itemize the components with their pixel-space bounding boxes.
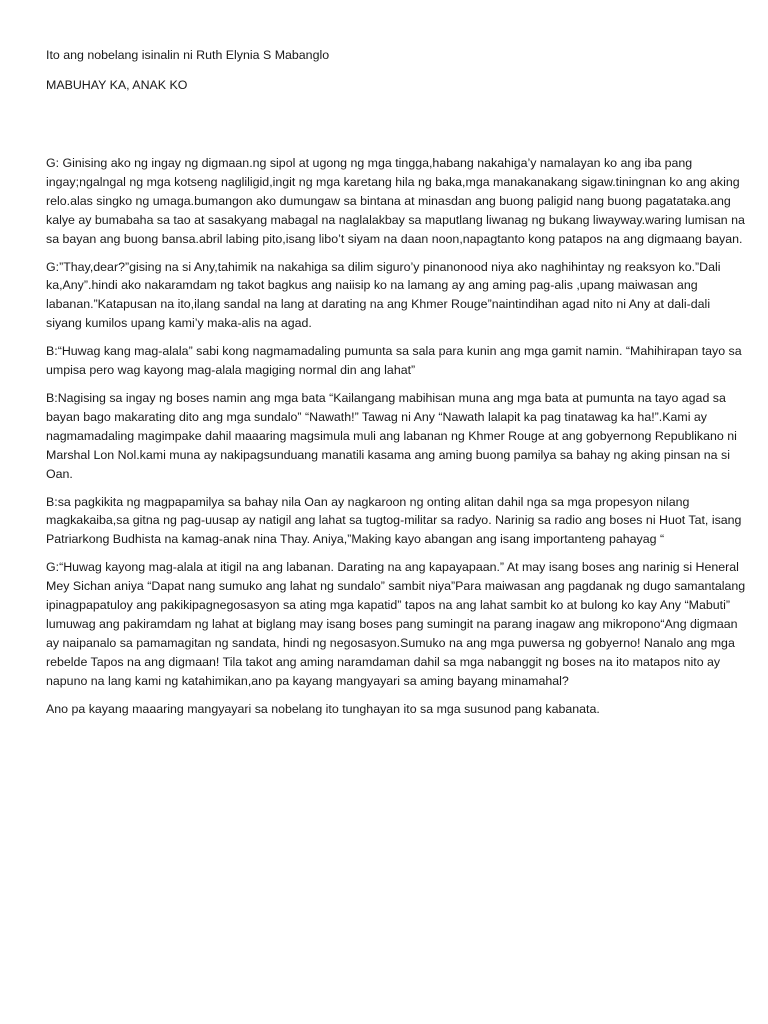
paragraph: G: Ginising ako ng ingay ng digmaan.ng sipol at ugong ng mga tingga,habang nakahiga’y namalayan ko ang iba pang ingay;ngalngal ng mga kotseng nagliligid,ingit ng mga karetang hila ng baka,mga manakanakang sigaw.tiningnan ko ang aking relo.alas singko ng umaga.bumangon ako dumungaw sa bintana at minasdan ang buong paligid nang buong pagatataka.ang kalye ay bumabaha sa tao at sasakyang mabagal na naglalakbay sa maputlang liwanag ng bukang liwayway.waring lumisan na sa bayan ang buong bansa.abril labing pito,isang libo’t siyam na daan noon,napagtanto kong patapos na ang digmaang bayan. (46, 156, 745, 246)
paragraph: B:sa pagkikita ng magpapamilya sa bahay nila Oan ay nagkaroon ng onting alitan dahil nga sa mga propesyon nilang magkakaiba,sa gitna ng pag-uusap ay natigil ang lahat sa tugtog-militar sa radyo. Narinig sa radio ang boses ni Huot Tat, isang Patriarkong Budhista na kamag-anak nina Thay. Aniya,”Making kayo abangan ang isang importanteng pahayag “ (46, 494, 742, 547)
novel-title: MABUHAY KA, ANAK KO (46, 78, 188, 92)
translator-line: Ito ang nobelang isinalin ni Ruth Elynia S Mabanglo (46, 48, 330, 62)
paragraph: G:”Thay,dear?”gising na si Any,tahimik na nakahiga sa dilim siguro’y pinanonood niya ako naghihintay ng reaksyon ko.”Dali ka,Any”.hindi ako nakaramdam ng takot bagkus ang naiisip ko na lamang ay ang aming pag-alis ,upang maiwasan ang labanan.”Katapusan na ito,ilang sandal na lang at darating na ang Khmer Rouge”naintindihan agad nito ni Any at dali-dali siyang kumilos upang kami’y maka-alis na agad. (46, 259, 721, 331)
paragraph: G:“Huwag kayong mag-alala at itigil na ang labanan. Darating na ang kapayapaan.” At may isang boses ang narinig si Heneral Mey Sichan aniya “Dapat nang sumuko ang lahat ng sundalo” sambit niya”Para maiwasan ang pagdanak ng dugo samantalang ipinagpapatuloy ang pakikipagnegosasyon sa ating mga kapatid” tapos na ang lahat sambit ko at bulong ko kay Any “Mabuti” lumuwag ang pakiramdam ng lahat at biglang may isang boses pang sumingit na parang inagaw ang mikropono“Ang digmaan ay naipanalo sa pamamagitan ng sandata, hindi ng negosasyon.Sumuko na ang mga puwersa ng gobyerno! Nanalo ang mga rebelde Tapos na ang digmaan! Tila takot ang aming naramdaman dahil sa mga nabanggit ng boses na ito matapos nito ay napuno na lang kami ng katahimikan,ano pa kayang mangyayari sa aming bayang minamahal? (46, 560, 746, 688)
paragraph: B:Nagising sa ingay ng boses namin ang mga bata “Kailangang mabihisan muna ang mga bata at pumunta na tayo agad sa bayan bago makarating dito ang mga sundalo” “Nawath!” Tawag ni Any “Nawath lalapit ka pag tinatawag ka ha!”.Kami ay nagmamadaling magimpake dahil maaaring magsimula muli ang labanan ng Khmer Rouge at ang gobyernong Republikano ni Marshal Lon Nol.kami muna ay nakipagsunduang manatili kasama ang aming buong pamilya sa bahay ng aking pinsan na si Oan. (46, 390, 737, 481)
body-text (46, 154, 752, 718)
paragraph: Ano pa kayang maaaring mangyayari sa nobelang ito tunghayan ito sa mga susunod pang kabanata. (46, 701, 600, 716)
paragraph: B:“Huwag kang mag-alala” sabi kong nagmamadaling pumunta sa sala para kunin ang mga gamit namin. “Mahihirapan tayo sa umpisa pero wag kayong mag-alala magiging normal din ang lahat” (46, 344, 742, 378)
